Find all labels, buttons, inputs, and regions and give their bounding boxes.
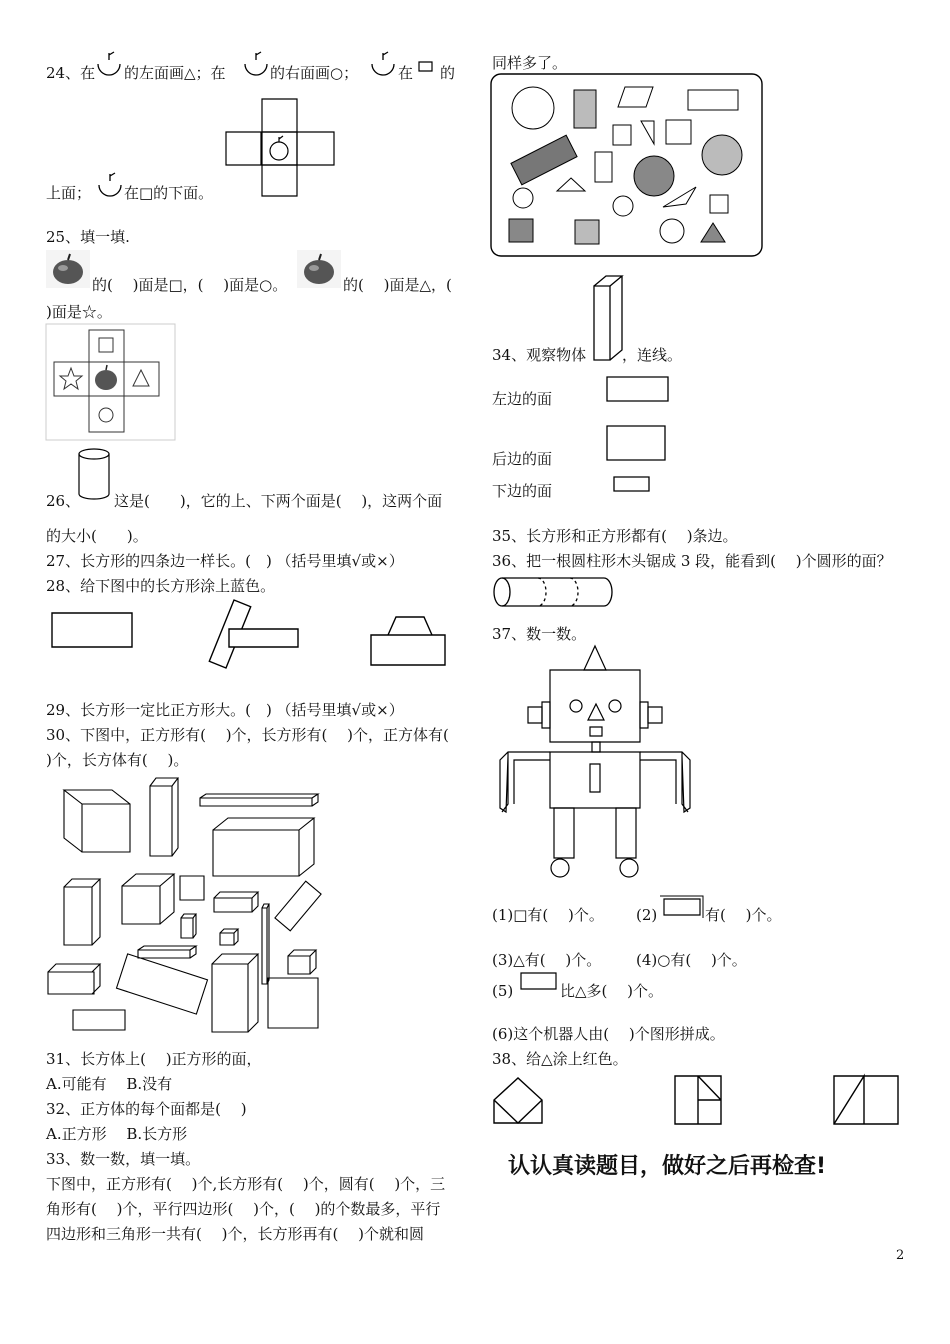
face-rectangle-small (613, 476, 653, 494)
q24-text-d: 在 (398, 64, 414, 82)
q33-text-b: 角形有( )个，平行四边形( )个，( )的个数最多，平行 (46, 1200, 441, 1218)
q37-item-5-prefix: (5) (492, 982, 514, 1000)
q27-text: 27、长方形的四条边一样长。( ) （括号里填√或×） (46, 552, 404, 570)
net-with-symbols-figure (46, 324, 175, 440)
apple-icon (369, 50, 397, 80)
q24-text-f: 上面； (46, 184, 92, 202)
q28-text: 28、给下图中的长方形涂上蓝色。 (46, 577, 276, 595)
q33-title: 33、数一数，填一填。 (46, 1150, 201, 1168)
q24-text-g: 在□的下面。 (124, 184, 214, 202)
face-rectangle-wide (606, 376, 670, 404)
q29-text: 29、长方形一定比正方形大。( ) （括号里填√或×） (46, 701, 404, 719)
q25-text-a: 的( )面是□，( )面是○。 (92, 276, 288, 294)
q24-text-a: 24、在 (46, 64, 96, 82)
q38-shapes-figure (492, 1072, 902, 1126)
mixed-shapes-figure (491, 74, 763, 257)
tall-box-icon (590, 274, 626, 364)
q37-item-1: (1)□有( )个。 (492, 906, 604, 924)
q33-text-a: 下图中，正方形有( )个,长方形有( )个，圆有( )个，三 (46, 1175, 446, 1193)
q32-options: A.正方形 B.长方形 (46, 1125, 188, 1143)
q38-text: 38、给△涂上红色。 (492, 1050, 628, 1068)
apple-icon (96, 171, 124, 201)
q37-item-3: (3)△有( )个。 (492, 951, 602, 969)
q34-label-bottom: 下边的面 (492, 482, 553, 500)
q24-text-b: 的左面画△；在 (124, 64, 226, 82)
cylinder-icon (76, 446, 112, 504)
q33-text-c: 四边形和三角形一共有( )个，长方形再有( )个就和圆 (46, 1225, 424, 1243)
q34-text-b: ，连线。 (622, 346, 683, 364)
q33-text-d: 同样多了。 (492, 54, 568, 72)
q31-options: A.可能有 B.没有 (46, 1075, 173, 1093)
q25-title: 25、填一填. (46, 228, 130, 246)
q24-text-e: 的 (440, 64, 456, 82)
q28-shapes-figure (46, 600, 456, 680)
q31-text: 31、长方体上( )正方形的面， (46, 1050, 262, 1068)
face-rectangle-tall (606, 425, 668, 463)
rectangle-icon (659, 895, 705, 921)
slogan-text: 认认真读题目，做好之后再检查! (508, 1154, 827, 1179)
rectangle-icon (519, 971, 559, 993)
q34-label-back: 后边的面 (492, 450, 553, 468)
q25-text-b: 的( )面是△，( (343, 276, 452, 294)
q25-text-c: )面是☆。 (46, 303, 112, 321)
page-number: 2 (896, 1248, 905, 1263)
robot-figure (498, 644, 693, 880)
q30-text-a: 30、下图中，正方形有( )个，长方形有( )个，正方体有( (46, 726, 449, 744)
q36-text: 36、把一根圆柱形木头锯成 3 段，能看到( )个圆形的面？ (492, 552, 892, 570)
small-rectangle-icon (418, 60, 434, 74)
apple-icon (95, 50, 123, 80)
q37-item-2-prefix: (2) (636, 906, 658, 924)
apple-icon (242, 50, 270, 80)
q26-text-b: 这是( )，它的上、下两个面是( )，这两个面 (114, 492, 443, 510)
q37-item-2-suffix: 有( )个。 (705, 906, 782, 924)
q37-title: 37、数一数。 (492, 625, 587, 643)
q26-text-a: 26、 (46, 492, 81, 510)
q30-text-b: )个，长方体有( )。 (46, 751, 189, 769)
solids-figure (46, 772, 336, 1037)
cube-net-figure (226, 99, 336, 197)
q34-label-left: 左边的面 (492, 390, 553, 408)
q37-item-6: (6)这个机器人由( )个图形拼成。 (492, 1025, 725, 1043)
q37-item-4: (4)○有( )个。 (636, 951, 747, 969)
q24-text-c: 的右面画○； (270, 64, 359, 82)
q32-text: 32、正方体的每个面都是( ) (46, 1100, 247, 1118)
apple-photo-icon (297, 250, 341, 288)
q34-text-a: 34、观察物体 (492, 346, 587, 364)
log-cylinder-figure (490, 574, 618, 610)
q35-text: 35、长方形和正方形都有( )条边。 (492, 527, 738, 545)
q37-item-5-suffix: 比△多( )个。 (560, 982, 664, 1000)
apple-photo-icon (46, 250, 90, 288)
q26-text-c: 的大小( )。 (46, 527, 148, 545)
